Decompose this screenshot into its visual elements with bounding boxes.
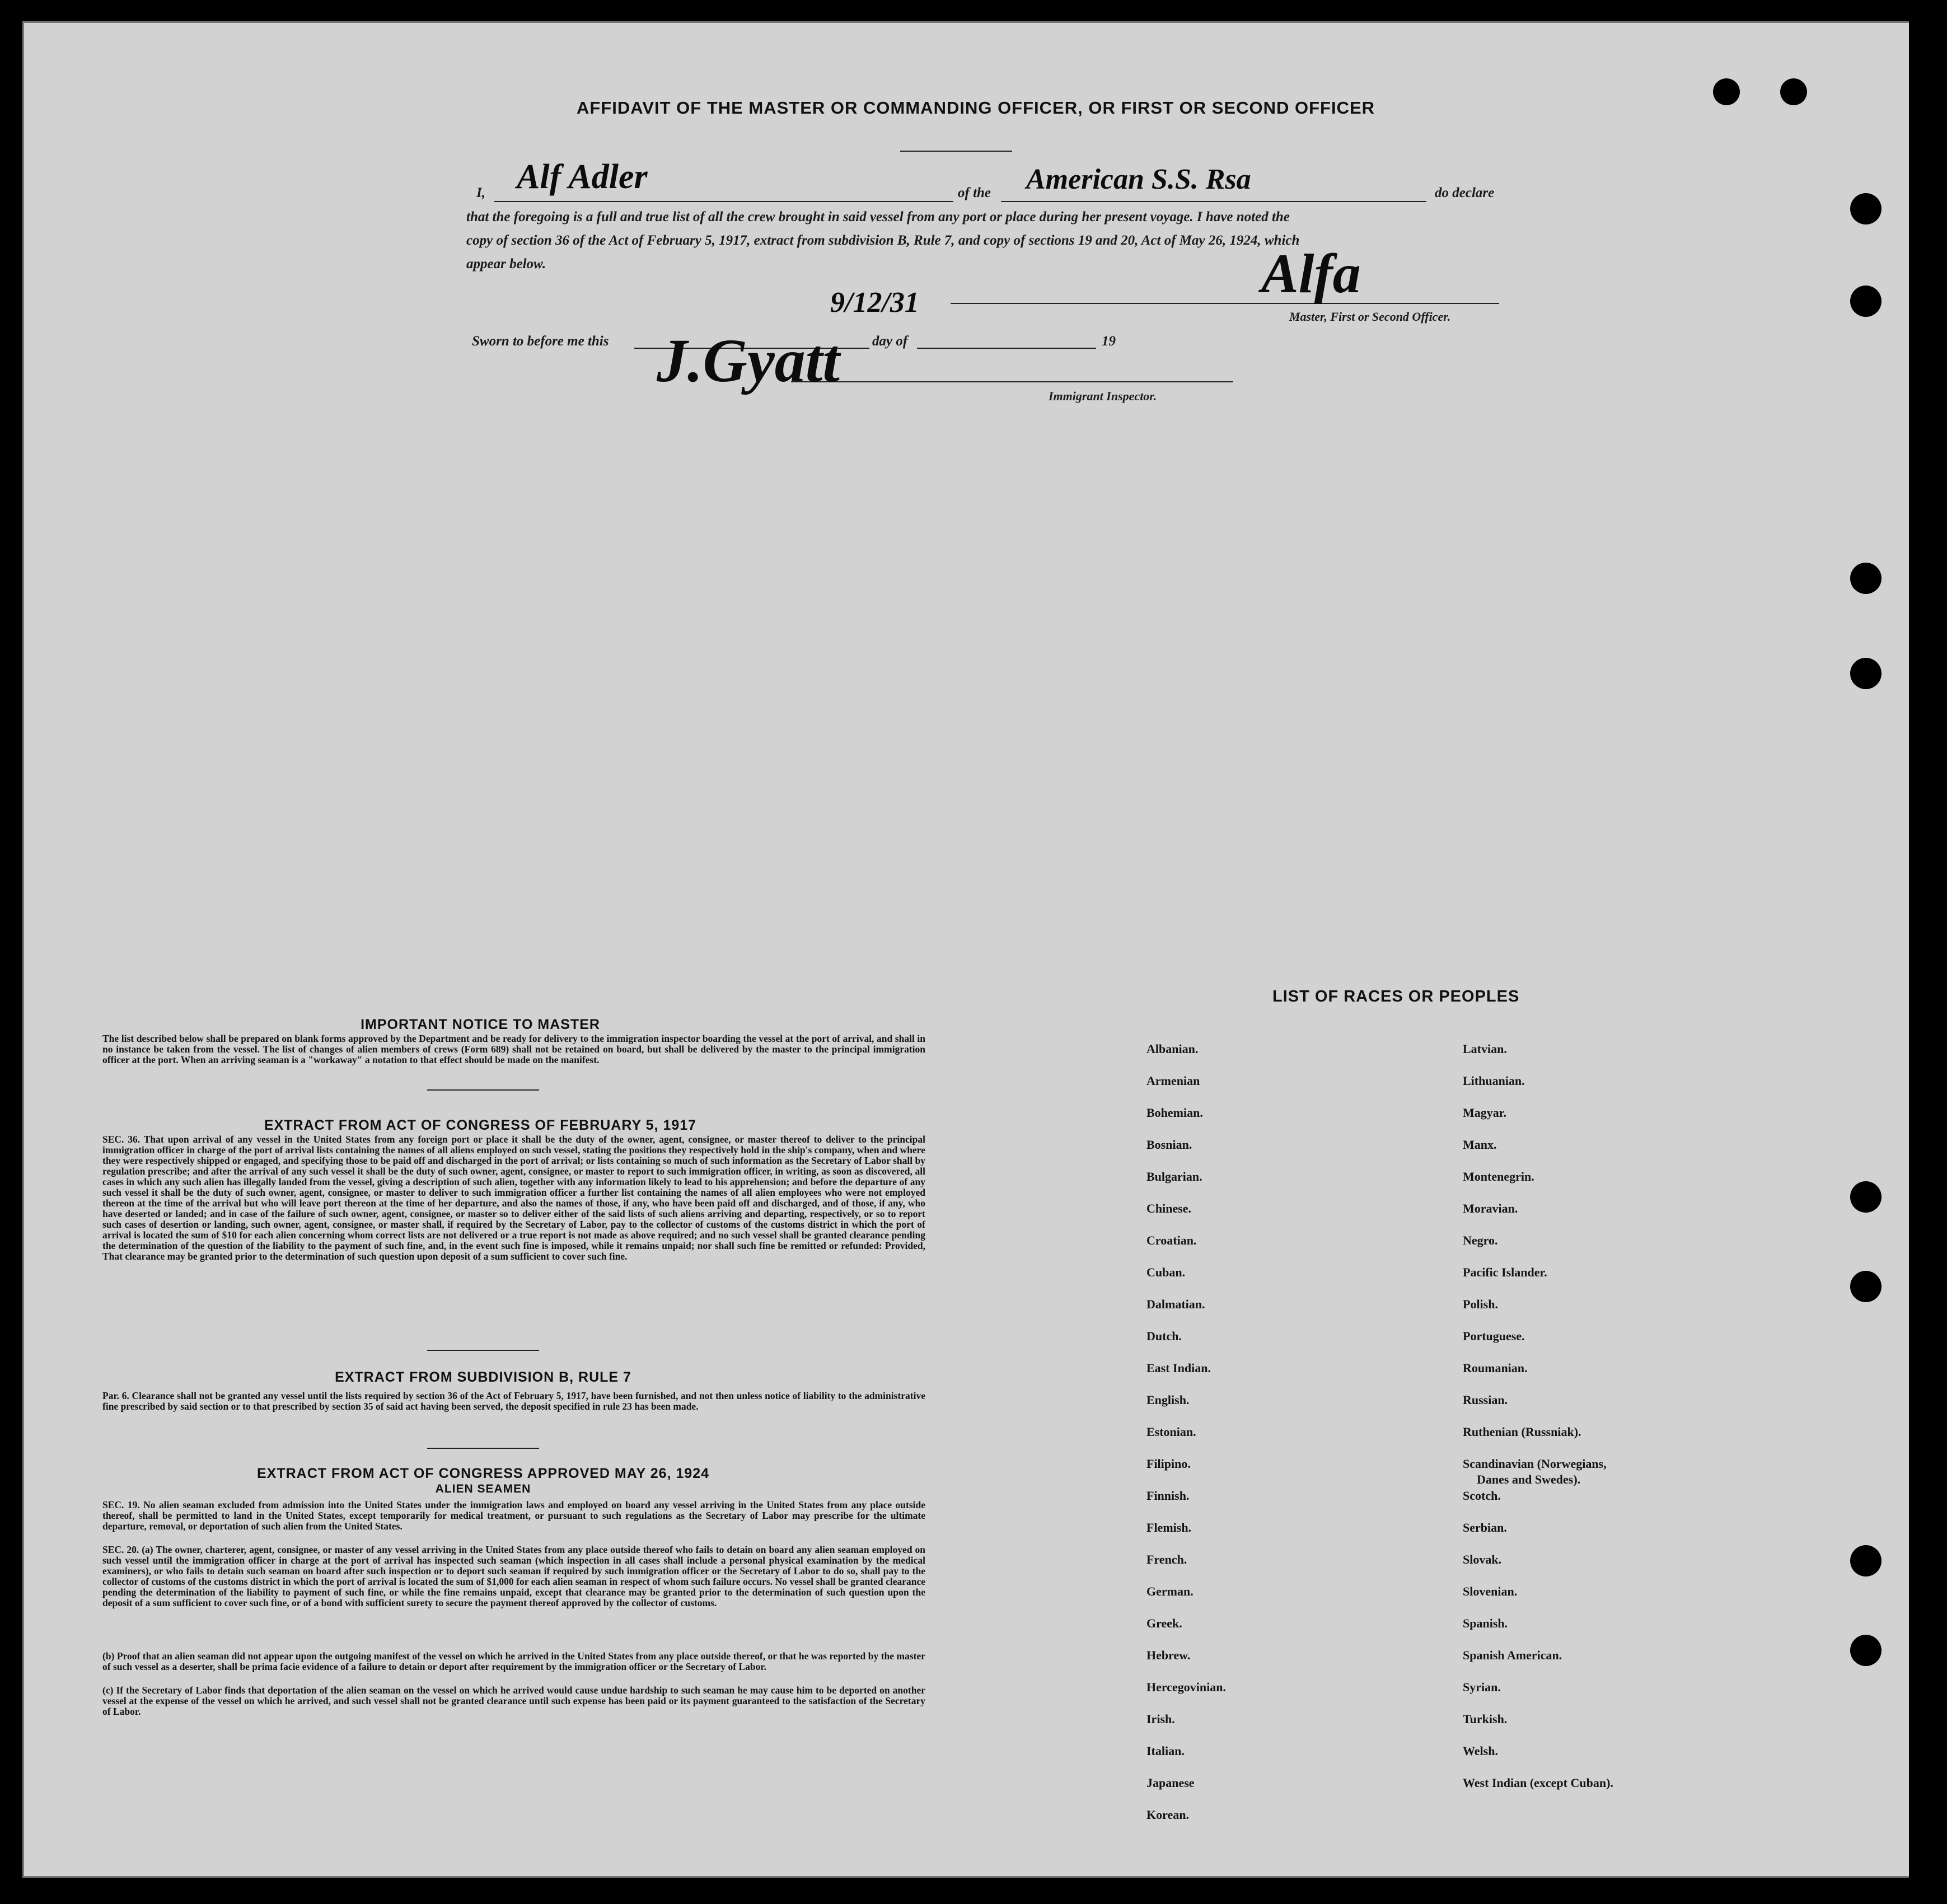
affidavit-of-the: of the	[958, 185, 991, 200]
race-item: Manx.	[1463, 1138, 1497, 1152]
race-item: Armenian	[1146, 1074, 1200, 1088]
race-item: Hercegovinian.	[1146, 1680, 1226, 1694]
race-item: Scotch.	[1463, 1489, 1501, 1503]
title-underline	[900, 151, 1012, 152]
sec20a-text: SEC. 20. (a) The owner, charterer, agent, consignee, or master of any vessel arriving in the United States from any place outside thereof who fails to detain on board any alien seaman employed on such vessel until the immigration officer in charge at the port of arrival has inspected such seaman (which inspection in all cases shall include a personal physical examination by the medical examiners), or who fails to detain such seaman on board after such inspection or to deport such seaman if required by such immigration officer or the Secretary of Labor to do so, shall pay to the collector of customs of the customs district in which the port of arrival is located the sum of $1,000 for each alien seaman in respect of whom such failure occurs. No vessel shall be granted clearance pending the determination of the liability to payment of such fine, or while the fine remains unpaid, except that clearance may be granted prior to the determination of such question upon the deposit of a sum sufficient to cover such fine, or of a bond with sufficient surety to secure the payment thereof approved by the collector of customs.	[102, 1544, 925, 1608]
vessel-blank	[1001, 201, 1426, 202]
officer-name-handwritten: Alf Adler	[517, 158, 648, 196]
rule7-text: Par. 6. Clearance shall not be granted any vessel until the lists required by section 36 of the Act of February 5, 1917, have been furnished, and not then unless notice of liability to the administrative fine prescribed by said section or to that prescribed by section 35 of said act having been served, the deposit specified in rule 23 has been made.	[102, 1390, 925, 1412]
race-item: Korean.	[1146, 1808, 1189, 1822]
master-signature-line	[951, 303, 1499, 304]
race-item: Flemish.	[1146, 1521, 1192, 1535]
master-signature: Alfa	[1261, 242, 1361, 305]
race-item: German.	[1146, 1584, 1194, 1598]
race-item: Bulgarian.	[1146, 1169, 1202, 1183]
affidavit-line1-suffix: do declare	[1435, 185, 1495, 200]
alien-seamen-subtitle: ALIEN SEAMEN	[435, 1482, 531, 1495]
punch-hole	[1850, 1635, 1882, 1666]
inspector-signature: J.Gyatt	[657, 326, 840, 395]
race-item: Magyar.	[1463, 1106, 1507, 1120]
race-item: Filipino.	[1146, 1457, 1191, 1471]
race-item: Latvian.	[1463, 1042, 1507, 1056]
punch-hole	[1850, 1545, 1882, 1576]
sworn-date-handwritten: 9/12/31	[830, 287, 919, 319]
sworn-month-blank	[917, 348, 1096, 349]
affidavit-line2: that the foregoing is a full and true list of all the crew brought in said vessel from any port or place during her present voyage. I have noted the	[466, 209, 1290, 224]
race-item: Italian.	[1146, 1744, 1185, 1758]
race-item: Cuban.	[1146, 1265, 1186, 1279]
race-item: Scandinavian (Norwegians,	[1463, 1457, 1607, 1471]
punch-hole	[1850, 1271, 1882, 1302]
race-item: Spanish American.	[1463, 1648, 1562, 1662]
extract-1917-text: SEC. 36. That upon arrival of any vessel in the United States from any foreign port or place it shall be the duty of the owner, agent, consignee, or master thereof to deliver to the principal immigration officer in charge of the port of arrival lists containing the names of all aliens employed on such vessel, stating the positions they respectively hold in the ship's company, when and where they were respectively shipped or engaged, and specifying those to be paid off and discharged in the port of arrival; or lists containing so much of such information as the Secretary of Labor shall by regulation prescribe; and after the arrival of any such vessel it shall be the duty of such owner, agent, consignee, or master to report to such immigration officer, in writing, as soon as discovered, all cases in which any such alien has illegally landed from the vessel, giving a description of such alien, together with any information likely to lead to his apprehension; and before the departure of any such vessel it shall be the duty of such owner, agent, consignee, or master to deliver to such immigration officer a further list containing the names of all alien employees who were not employed thereon at the time of the arrival but who will leave port thereon at the time of her departure, and also the names of those, if any, who have been paid off and discharged, and of those, if any, who have deserted or landed; and in case of the failure of such owner, agent, consignee, or master so to deliver either of the said lists of such aliens arriving and departing, respectively, or so to report such cases of desertion or landing, such owner, agent, consignee, or master shall, if required by the Secretary of Labor, pay to the collector of customs of the customs district in which the port of arrival is located the sum of $10 for each alien concerning whom correct lists are not delivered or a true report is not made as above required; and no such vessel shall be granted clearance pending the determination of the question of the liability to the payment of such fine, and, in the event such fine is imposed, while it remains unpaid; nor shall such fine be remitted or refunded: Provided, That clearance may be granted prior to the determination of such question upon deposit of a sum sufficient to cover such fine.	[102, 1134, 925, 1262]
punch-hole	[1713, 78, 1740, 105]
race-item: Spanish.	[1463, 1616, 1508, 1630]
race-item: Japanese	[1146, 1776, 1195, 1790]
race-item: Finnish.	[1146, 1489, 1190, 1503]
punch-hole	[1780, 78, 1807, 105]
sworn-day-label: day of	[872, 334, 908, 349]
extract-1917-divider	[427, 1350, 539, 1351]
notice-divider	[427, 1089, 539, 1091]
race-item: Welsh.	[1463, 1744, 1498, 1758]
race-item: Greek.	[1146, 1616, 1182, 1630]
race-item: Pacific Islander.	[1463, 1265, 1547, 1279]
race-item: Russian.	[1463, 1393, 1508, 1407]
extract-1924-title: EXTRACT FROM ACT OF CONGRESS APPROVED MAY 26, 1924	[256, 1466, 710, 1481]
race-item: Hebrew.	[1146, 1648, 1191, 1662]
vessel-name-handwritten: American S.S. Rsa	[1026, 163, 1251, 195]
inspector-caption: Immigrant Inspector.	[1049, 389, 1157, 403]
affidavit-title: AFFIDAVIT OF THE MASTER OR COMMANDING OFFICER, OR FIRST OR SECOND OFFICER	[576, 98, 1375, 118]
race-item: Moravian.	[1463, 1201, 1518, 1215]
race-item: Bosnian.	[1146, 1138, 1192, 1152]
race-item: West Indian (except Cuban).	[1463, 1776, 1613, 1790]
sec20b-text: (b) Proof that an alien seaman did not appear upon the outgoing manifest of the vessel on which he arrived in the United States from any place outside thereof, or that he was reported by the master of such vessel as a deserter, shall be prima facie evidence of a failure to detain or deport after requirement by the immigration officer or the Secretary of Labor.	[102, 1650, 925, 1672]
race-item: Dutch.	[1146, 1329, 1182, 1343]
race-item: Portuguese.	[1463, 1329, 1525, 1343]
race-item: Irish.	[1146, 1712, 1175, 1726]
races-title: LIST OF RACES OR PEOPLES	[1272, 988, 1520, 1005]
punch-hole	[1850, 193, 1882, 224]
race-item: Ruthenian (Russniak).	[1463, 1425, 1581, 1439]
sworn-prefix: Sworn to before me this	[472, 334, 609, 349]
affidavit-line3: copy of section 36 of the Act of February 5, 1917, extract from subdivision B, Rule 7, and copy of sections 19 and 20, Act of May 26, 1924, which	[466, 233, 1300, 248]
notice-text: The list described below shall be prepared on blank forms approved by the Department and be ready for delivery to the immigration inspector boarding the vessel at the port of arrival, and shall in no instance be taken from the vessel. The list of changes of alien members of crews (Form 689) shall not be retained on board, but shall be delivered by the master to the principal immigration officer at the port. When an arriving seaman is a "workaway" a notation to that effect should be made on the manifest.	[102, 1033, 925, 1065]
race-item: East Indian.	[1146, 1361, 1211, 1375]
punch-hole	[1850, 1181, 1882, 1213]
sec19-text: SEC. 19. No alien seaman excluded from admission into the United States under the immigration laws and employed on board any vessel arriving in the United States from any place outside thereof, shall be permitted to land in the United States, except temporarily for medical treatment, or pursuant to such regulations as the Secretary of Labor may prescribe for the ultimate departure, removal, or deportation of such alien from the United States.	[102, 1499, 925, 1532]
scan-edge	[1909, 0, 1947, 1904]
race-item: French.	[1146, 1552, 1187, 1566]
extract-1917-title: EXTRACT FROM ACT OF CONGRESS OF FEBRUARY 5, 1917	[264, 1117, 697, 1133]
sworn-year: 19	[1102, 334, 1116, 349]
document-page	[22, 21, 1912, 1878]
name-blank	[494, 201, 953, 202]
sec20c-text: (c) If the Secretary of Labor finds that deportation of the alien seaman on the vessel on which he arrived would cause undue hardship to such seaman he may cause him to be deported on another vessel at the expense of the vessel on which he arrived, and such vessel shall not be granted clearance until such expense has been paid or its payment guaranteed to the satisfaction of the Secretary of Labor.	[102, 1685, 925, 1717]
punch-hole	[1850, 658, 1882, 689]
race-item: Serbian.	[1463, 1521, 1507, 1535]
race-item: Chinese.	[1146, 1201, 1192, 1215]
race-item: Slovenian.	[1463, 1584, 1518, 1598]
rule7-title: EXTRACT FROM SUBDIVISION B, RULE 7	[335, 1369, 631, 1385]
race-item: Slovak.	[1463, 1552, 1502, 1566]
race-item: Polish.	[1463, 1297, 1498, 1311]
race-item: Danes and Swedes).	[1477, 1472, 1581, 1486]
inspector-signature-line	[791, 381, 1233, 382]
race-item: Syrian.	[1463, 1680, 1501, 1694]
punch-hole	[1850, 563, 1882, 594]
race-item: Estonian.	[1146, 1425, 1196, 1439]
master-caption: Master, First or Second Officer.	[1289, 310, 1451, 324]
race-item: Montenegrin.	[1463, 1169, 1534, 1183]
rule7-divider	[427, 1448, 539, 1449]
race-item: Bohemian.	[1146, 1106, 1203, 1120]
affidavit-line4: appear below.	[466, 256, 546, 272]
notice-title: IMPORTANT NOTICE TO MASTER	[361, 1017, 600, 1032]
race-item: Lithuanian.	[1463, 1074, 1525, 1088]
race-item: Dalmatian.	[1146, 1297, 1205, 1311]
punch-hole	[1850, 286, 1882, 317]
affidavit-line1-prefix: I,	[476, 185, 485, 200]
race-item: Negro.	[1463, 1233, 1498, 1247]
race-item: Albanian.	[1146, 1042, 1199, 1056]
race-item: Croatian.	[1146, 1233, 1197, 1247]
race-item: Roumanian.	[1463, 1361, 1528, 1375]
race-item: Turkish.	[1463, 1712, 1508, 1726]
race-item: English.	[1146, 1393, 1190, 1407]
